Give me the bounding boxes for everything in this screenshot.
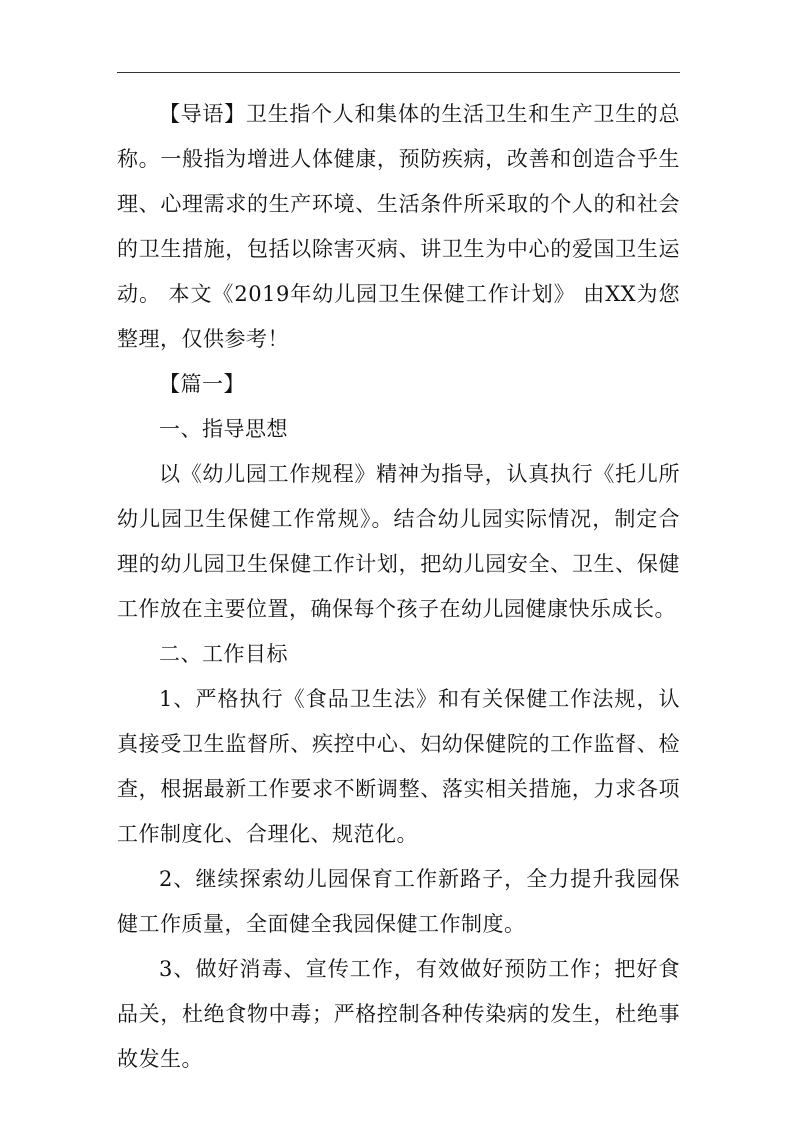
heading-work-goals: 二、工作目标 [159,642,288,666]
heading-guiding-thought: 一、指导思想 [159,417,288,441]
goal-item-2: 2、继续探索幼儿园保育工作新路子，全力提升我园保健工作质量，全面健全我园保健工作制度。 [117,867,680,936]
goal-item-3: 3、做好消毒、宣传工作，有效做好预防工作；把好食品关，杜绝食物中毒；严格控制各种传染病的发生，杜绝事故发生。 [117,957,680,1071]
header-rule [117,72,680,73]
guiding-thought-paragraph: 以《幼儿园工作规程》精神为指导，认真执行《托儿所幼儿园卫生保健工作常规》。结合幼儿园实际情况，制定合理的幼儿园卫生保健工作计划，把幼儿园安全、卫生、保健工作放在主要位置，确保每个孩子在幼儿园健康快乐成长。 [117,462,680,621]
document-body [117,92,680,1082]
intro-paragraph: 【导语】卫生指个人和集体的生活卫生和生产卫生的总称。一般指为增进人体健康，预防疾病，改善和创造合乎生理、心理需求的生产环境、生活条件所采取的个人的和社会的卫生措施，包括以除害灭病、讲卫生为中心的爱国卫生运动。 本文《2019年幼儿园卫生保健工作计划》 由XX为您整理，仅供参考！ [117,102,680,351]
goal-item-1: 1、严格执行《食品卫生法》和有关保健工作法规，认真接受卫生监督所、疾控中心、妇幼保健院的工作监督、检查，根据最新工作要求不断调整、落实相关措施，力求各项工作制度化、合理化、规范化。 [117,687,680,846]
section-title: 【篇一】 [159,372,245,396]
